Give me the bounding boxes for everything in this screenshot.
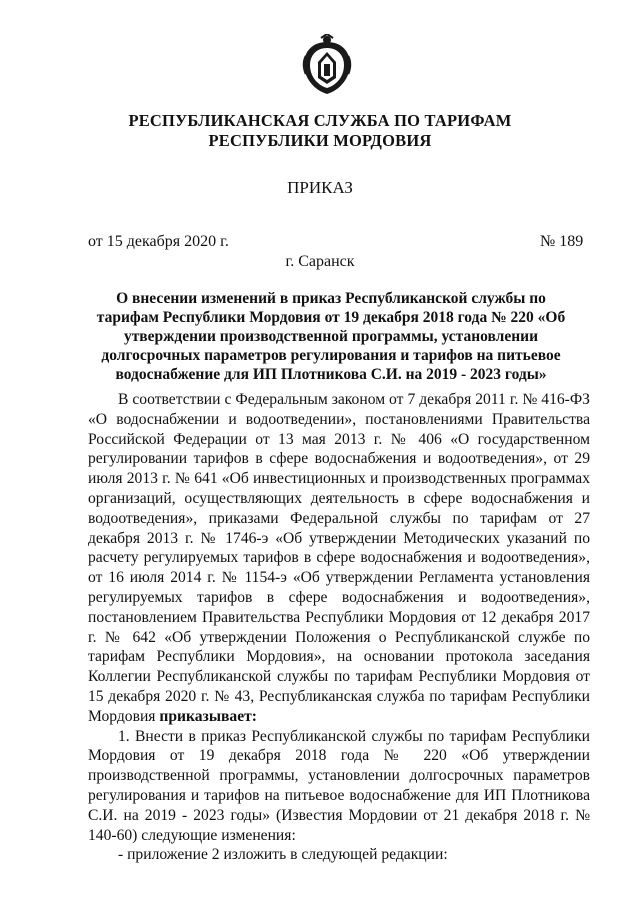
agency-name-line1: РЕСПУБЛИКАНСКАЯ СЛУЖБА ПО ТАРИФАМ bbox=[128, 111, 512, 130]
coat-of-arms-icon bbox=[300, 34, 354, 96]
order-subject: О внесении изменений в приказ Республиканской службы по тарифам Республики Мордовия от 19 декабря 2018 года № 220 «Об утверждении производственной программы, установлении долгосрочных параметров регулирования и тарифов на питьевое водоснабжение для ИП Плотникова С.И. на 2019 - 2023 годы» bbox=[96, 290, 566, 383]
preamble-paragraph bbox=[88, 390, 590, 727]
order-number: № 189 bbox=[540, 233, 584, 250]
item-1-paragraph: 1. Внести в приказ Республиканской службы по тарифам Республики Мордовия от 19 декабря 2018 года № 220 «Об утверждении производственной программы, установлении долгосрочных параметров регулирования и тарифов на питьевое водоснабжение для ИП Плотникова С.И. на 2019 - 2023 годы» (Известия Мордовии от 21 декабря 2018 г. № 140-60) следующие изменения: bbox=[88, 727, 590, 844]
order-date: от 15 декабря 2020 г. bbox=[88, 233, 229, 250]
item-1-subitem: - приложение 2 изложить в следующей редакции: bbox=[118, 846, 448, 864]
agency-name-line2: РЕСПУБЛИКИ МОРДОВИЯ bbox=[208, 131, 432, 150]
order-city: г. Саранск bbox=[285, 253, 355, 270]
preamble-text: В соответствии с Федеральным законом от 7 декабря 2011 г. № 416-ФЗ «О водоснабжении и водоотведении», постановлениями Правительства Российской Федерации от 13 мая 2013 г. № 406 «О государственном регулировании тарифов в сфере водоснабжения и водоотведения», от 29 июля 2013 г. № 641 «Об инвестиционных и производственных программах организаций, осуществляющих деятельность в сфере водоснабжения и водоотведения», приказами Федеральной службы по тарифам от 27 декабря 2013 г. № 1746-э «Об утверждении Методических указаний по расчету регулируемых тарифов в сфере водоснабжения и водоотведения», от 16 июля 2014 г. № 1154-э «Об утверждении Регламента установления регулируемых тарифов в сфере водоснабжения и водоотведения», постановлением Правительства Республики Мордовия от 12 декабря 2017 г. № 642 «Об утверждении Положения о Республиканской службе по тарифам Республики Мордовия», на основании протокола заседания Коллегии Республиканской службы по тарифам Республики Мордовия от 15 декабря 2020 г. № 43, Республиканская служба по тарифам Республики Мордовия bbox=[88, 391, 590, 725]
order-body bbox=[88, 390, 590, 865]
document-title: ПРИКАЗ bbox=[287, 178, 353, 197]
preamble-directive: приказывает: bbox=[159, 707, 257, 725]
